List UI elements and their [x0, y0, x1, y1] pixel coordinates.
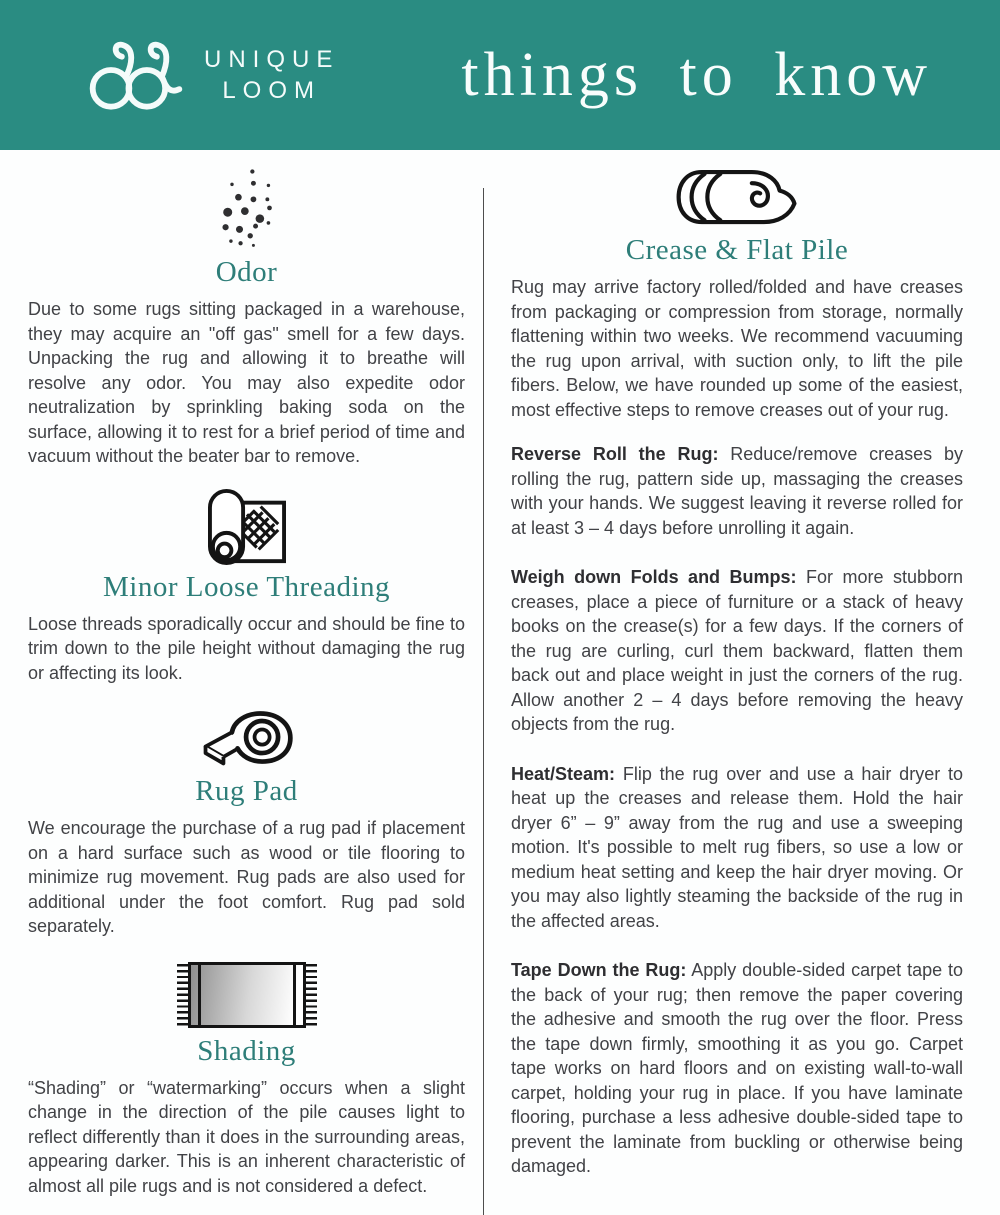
tip-heat-steam	[511, 762, 963, 934]
tip-tape-down	[511, 958, 963, 1179]
rolled-rug-side-icon	[674, 166, 800, 230]
unique-loom-logo-icon	[86, 36, 186, 114]
section-body: Loose threads sporadically occur and should be fine to trim down to the pile height without damaging the rug or affecting its look.	[28, 613, 465, 683]
section-heading: Minor Loose Threading	[102, 570, 391, 603]
tip-label: Reverse Roll the Rug:	[511, 444, 719, 464]
section-body: “Shading” or “watermarking” occurs when a slight change in the direction of the pile causes light to reflect differently than it does in the surrounding areas, appearing darker. This is an inherent characteristic of almost all pile rugs and is not considered a defect.	[28, 1077, 465, 1196]
section-intro: Rug may arrive factory rolled/folded and have creases from packaging or compression from storage, normally flattening within two weeks. We recommend vacuuming the rug upon arrival, with suction only, to lift the pile fibers. Below, we have rounded up some of the easiest, most effective steps to remove creases out of your rug.	[511, 277, 963, 420]
brand-name-top: UNIQUE	[204, 45, 340, 73]
section-crease-flat-pile	[511, 166, 963, 422]
odor-dots-icon	[217, 166, 277, 252]
section-heading: Shading	[197, 1034, 296, 1067]
tip-text: Reduce/remove creases by rolling the rug, pattern side up, massaging the creases with your hands. We suggest leaving it reverse rolled for at least 3 – 4 days before unrolling it again.	[511, 444, 963, 538]
tip-label: Weigh down Folds and Bumps:	[511, 567, 797, 587]
section-minor-loose-threading	[28, 489, 465, 686]
section-heading: Rug Pad	[195, 775, 298, 807]
header-banner	[0, 0, 1000, 150]
page-title: things to know	[461, 40, 932, 109]
rolled-rug-icon	[204, 489, 290, 567]
rug-fringe-right	[306, 964, 317, 1026]
tip-text: For more stubborn creases, place a piece of furniture or a stack of heavy books on the crease(s) for a few days. If the corners of the rug are curling, curl them backward, flatten them back out and place weight in just the corners of the rug. Allow another 2 – 4 days before removing the heavy objects from the rug.	[511, 567, 963, 734]
section-shading	[28, 959, 465, 1199]
rug-pad-roll-icon	[198, 705, 296, 771]
left-column	[28, 150, 465, 1215]
tip-label: Tape Down the Rug:	[511, 960, 687, 980]
shaded-rug-icon	[177, 959, 317, 1031]
section-rug-pad	[28, 705, 465, 939]
tip-text: Flip the rug over and use a hair dryer to heat up the creases and release them. Hold the hair dryer 6” – 9” away from the rug and use a sweeping motion. It's possible to melt rug fibers, so use a low or medium heat setting and keep the hair dryer moving. Or you may also lightly steaming the backside of the rug in the affected areas.	[511, 763, 963, 931]
tip-label: Heat/Steam:	[511, 763, 616, 784]
brand-block	[86, 36, 339, 114]
tip-reverse-roll	[511, 442, 963, 540]
right-column	[511, 150, 963, 1215]
section-heading: Crease & Flat Pile	[625, 234, 849, 266]
tip-text: Apply double-sided carpet tape to the back of your rug; then remove the paper covering the adhesive and smooth the rug over the floor. Press the tape down firmly, smoothing it as you go. Carpet tape works on hard floors and on existing wall-to-wall carpet, holding your rug in place. If you have laminate flooring, purchase a less adhesive double-sided tape to prevent the laminate from buckling or otherwise being damaged.	[511, 960, 964, 1176]
brand-name	[204, 44, 339, 106]
rug-fringe-left	[177, 964, 188, 1026]
content-area	[0, 150, 1000, 1215]
brand-name-bottom: LOOM	[222, 77, 322, 104]
tip-weigh-down	[511, 565, 963, 737]
column-divider	[483, 188, 484, 1215]
section-odor	[28, 166, 465, 469]
section-heading: Odor	[215, 256, 278, 288]
section-body: We encourage the purchase of a rug pad if placement on a hard surface such as wood or tile flooring to minimize rug movement. Rug pads are also used for additional under the foot comfort. Rug pad sold separately.	[28, 818, 465, 936]
section-body: Due to some rugs sitting packaged in a warehouse, they may acquire an "off gas" smell for a few days. Unpacking the rug and allowing it to breathe will resolve any odor. You may also expedite odor neutralization by sprinkling baking soda on the surface, allowing it to rest for a brief period of time and vacuum without the beater bar to remove.	[28, 299, 465, 466]
